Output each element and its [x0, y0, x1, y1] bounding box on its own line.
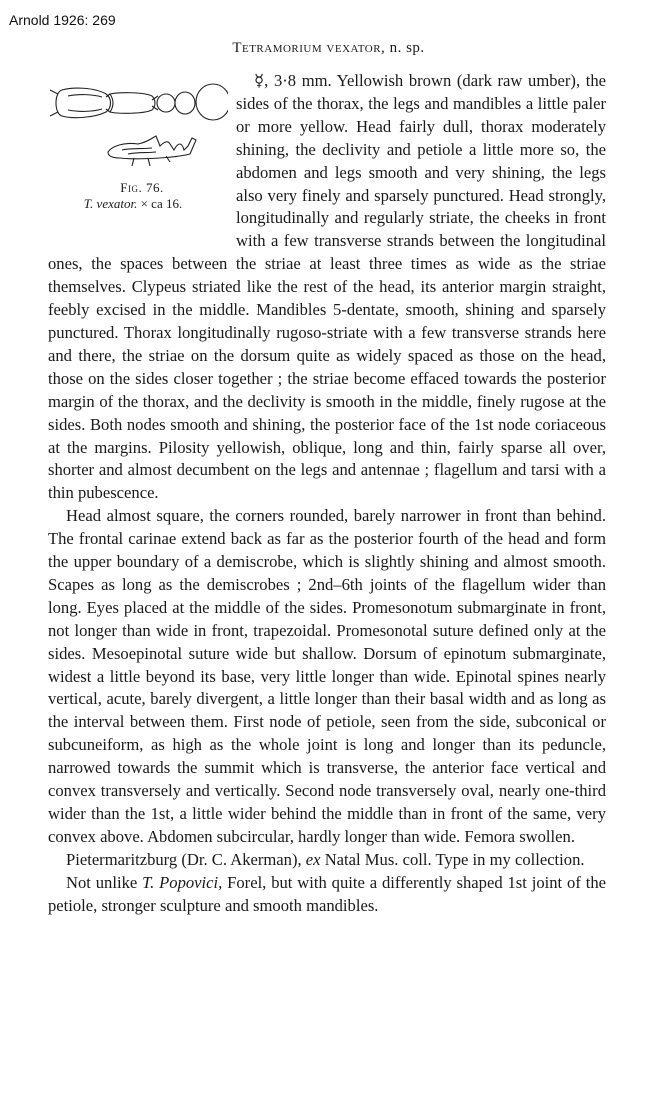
figure-species: T. vexator. [83, 196, 138, 211]
figure-number: Fig. 76. [120, 180, 164, 195]
taxon-status: n. sp. [389, 40, 425, 56]
figure-76 [48, 72, 228, 232]
page-reference: Arnold 1926: 269 [9, 12, 116, 28]
species-name: vexator, [326, 40, 386, 56]
description-paragraph [48, 70, 606, 505]
collection-text: Natal Mus. coll. Type in my collection. [324, 849, 585, 869]
figure-caption [48, 180, 218, 212]
comparison-post: Forel, but with quite a differently shaped 1st joint of the petiole, stronger sculpture and smooth mandibles. [48, 872, 607, 915]
species-title [0, 40, 657, 57]
description-body [48, 70, 606, 918]
locality-text: Pietermaritzburg (Dr. C. Akerman), [66, 849, 302, 869]
genus-name: Tetramorium [232, 40, 323, 56]
ant-illustration [48, 72, 228, 182]
comparison-paragraph [48, 872, 606, 918]
description-paragraph: Head almost square, the corners rounded, barely narrower in front than behind. The frontal carinae extend back as far as the posterior fourth of the head and form the upper boundary of a demiscrobe, which is slightly shining and almost smooth. Scapes as long as the demiscrobes ; 2nd–6th joints of the flagellum wider than long. Eyes placed at the middle of the sides. Promesonotum submarginate in front, not longer than wide in front, trapezoidal. Promesonotal suture defined only at the sides. Mesoepinotal suture wide but shallow. Dorsum of epinotum submarginate, widest a little beyond its base, very little longer than wide. Epinotal spines nearly vertical, acute, barely divergent, a little longer than their basal width and as long as the interval between them. First node of petiole, seen from the side, subconical or subcuneiform, as high as the whole joint is long and longer than its peduncle, narrowed towards the summit which is transverse, the anterior face vertical and convex transversely and vertically. Second node transversely oval, nearly one-third wider than the 1st, a little wider behind the middle than in front of the same, very convex above. Abdomen subcircular, hardly longer than wide. Femora swollen. [48, 506, 606, 846]
comparison-species: T. Popovici, [142, 872, 223, 892]
paragraph-1-text: ☿, 3·8 mm. Yellowish brown (dark raw umber), the sides of the thorax, the legs and mandibles a little paler or more yellow. Head fairly dull, thorax moderately shining, the declivity and petiole a little more so, the abdomen and legs smooth and very shining, the legs also very finely and sparsely punctured. Head strongly, longitudinally and regularly striate, the cheeks in front with a few transverse strands between the longitudinal ones, the spaces between the striae at least three times as wide as the striae themselves. Clypeus striated like the rest of the head, its anterior margin straight, feebly excised in the middle. Mandibles 5-dentate, smooth, shining and sparsely punctured. Thorax longitudinally rugoso-striate with a few transverse strands here and there, the striae on the dorsum quite as widely spaced as those on the head, those on the sides closer together ; the striae become effaced towards the posterior margin of the thorax, and the declivity is smooth in the middle, finely rugose at the sides. Both nodes smooth and shining, the posterior face of the 1st node coriaceous at the margins. Pilosity yellowish, oblique, long and thin, fairly sparse all over, shorter and almost decumbent on the legs and antennae ; flagellum and tarsi with a thin pubescence. [48, 71, 606, 503]
figure-scale: × ca 16. [140, 196, 183, 211]
locality-paragraph [48, 849, 606, 872]
comparison-pre: Not unlike [66, 872, 138, 892]
ex-italic: ex [305, 849, 321, 869]
